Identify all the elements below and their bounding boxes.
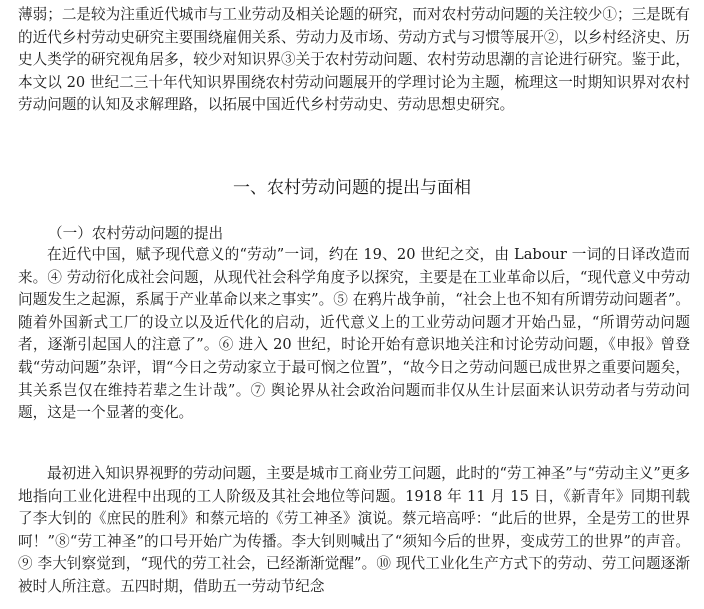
intro-paragraph: 薄弱；二是较为注重近代城市与工业劳动及相关论题的研究，而对农村劳动问题的关注较少①；三是既有的近代乡村劳动史研究主要围绕雇佣关系、劳动力及市场、劳动方式与习惯等展开②，以乡村经济史、历史人类学的研究视角居多，较少对知识界③关于农村劳动问题、农村劳动思潮的言论进行研究。鉴于此，本文以 20 世纪二三十年代知识界围绕农村劳动问题展开的学理讨论为主题，梳理这一时期知识界对农村劳动问题的认知及求解理路，以拓展中国近代乡村劳动史、劳动思想史研究。 <box>18 6 690 114</box>
body-paragraph-1: 在近代中国，赋予现代意义的“劳动”一词，约在 19、20 世纪之交，由 Labour 一词的日译改造而来。④ 劳动衍化成社会问题，从现代社会科学角度予以探究，主要是在工业革命以后，“现代意义中劳动问题发生之起源，系属于产业革命以来之事实”。⑤ 在鸦片战争前，“社会上也不知有所谓劳动问题者”。随着外国新式工厂的设立以及近代化的启动，近代意义上的工业劳动问题才开始凸显，“所谓劳动问题者，逐渐引起国人的注意了”。⑥ 进入 20 世纪，时论开始有意识地关注和讨论劳动问题，《申报》曾登载“劳动问题”杂评，谓“今日之劳动家立于最可悯之位置”，“故今日之劳动问题已成世界之重要问题矣，其关系岂仅在维持若辈之生计哉”。⑦ 舆论界从社会政治问题而非仅从生计层面来认识劳动者与劳动问题，这是一个显著的变化。 <box>18 246 690 422</box>
body-paragraph-2: 最初进入知识界视野的劳动问题，主要是城市工商业劳工问题，此时的“劳工神圣”与“劳动主义”更多地指向工业化进程中出现的工人阶级及其社会地位等问题。1918 年 11 月 15 日，《新青年》同期刊载了李大钊的《庶民的胜利》和蔡元培的《劳工神圣》演说。蔡元培高呼：“此后的世界，全是劳工的世界呵！”⑧“劳工神圣”的口号开始广为传播。李大钊则喊出了“须知今后的世界，变成劳工的世界”的声音。⑨ 李大钊察觉到，“现代的劳工社会，已经渐渐觉醒”。⑩ 现代工业化生产方式下的劳动、劳工问题逐渐被时人所注意。五四时期，借助五一劳动节纪念 <box>18 465 690 595</box>
section-heading: 一、农村劳动问题的提出与面相 <box>233 178 471 198</box>
subsection-heading: （一）农村劳动问题的提出 <box>48 225 224 242</box>
